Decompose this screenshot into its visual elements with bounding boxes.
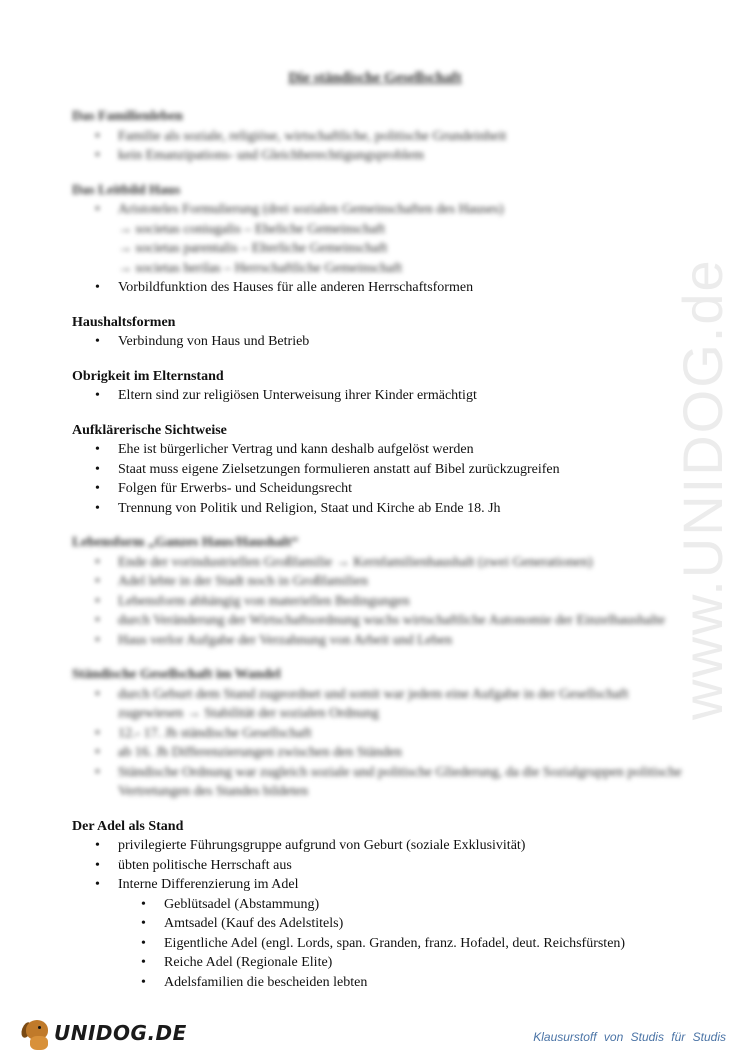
sub-bullet-list xyxy=(72,895,692,993)
bullet-list xyxy=(72,127,692,166)
section-familienleben xyxy=(72,107,692,166)
sub-list-item: • Amtsadel (Kauf des Adelstitels) xyxy=(164,914,692,934)
section-heading: Ständische Gesellschaft im Wandel xyxy=(72,667,281,682)
list-item: • übten politische Herrschaft aus xyxy=(118,856,692,876)
list-item: • Trennung von Politik und Religion, Staat und Kirche ab Ende 18. Jh xyxy=(118,499,692,519)
list-item: • Aristoteles Formulierung (drei sozialen Gemeinschaften des Hauses) xyxy=(118,200,692,220)
section-heading: Das Familienleben xyxy=(72,109,183,124)
document-body xyxy=(72,107,692,1007)
bullet-list xyxy=(72,553,692,651)
list-item: • 12.- 17. Jh ständische Gesellschaft xyxy=(118,724,692,744)
list-item: • Staat muss eigene Zielsetzungen formulieren anstatt auf Bibel zurückzugreifen xyxy=(118,460,692,480)
bullet-list xyxy=(72,386,692,406)
arrow-line: → societas parentalis – Elterliche Gemeinschaft xyxy=(118,241,388,256)
bullet-list xyxy=(72,836,692,895)
section-wandel xyxy=(72,665,692,802)
page-title: Die ständische Gesellschaft xyxy=(288,70,462,86)
section-heading: Haushaltsformen xyxy=(72,314,176,330)
unidog-logo[interactable] xyxy=(22,1014,187,1052)
list-item: • Familie als soziale, religiöse, wirtschaftliche, politische Grundeinheit xyxy=(118,127,692,147)
arrow-line: → societas herilas – Herrschaftliche Gemeinschaft xyxy=(118,260,403,276)
list-item: • Folgen für Erwerbs- und Scheidungsrecht xyxy=(118,479,692,499)
section-heading: Lebensform „Ganzes Haus/Haushalt“ xyxy=(72,535,299,550)
dog-mascot-icon xyxy=(22,1016,52,1050)
list-item: • durch Geburt dem Stand zugeordnet und somit war jedem eine Aufgabe in der Gesellschaft zugewiesen → Stabilität der sozialen Ordnung xyxy=(118,685,692,724)
list-item: • privilegierte Führungsgruppe aufgrund von Geburt (soziale Exklusivität) xyxy=(118,836,692,856)
section-haushaltsformen xyxy=(72,313,692,352)
list-item: • Vorbildfunktion des Hauses für alle anderen Herrschaftsformen xyxy=(118,278,692,298)
bullet-list xyxy=(72,440,692,518)
section-adel xyxy=(72,817,692,993)
sub-list-item: • Adelsfamilien die bescheiden lebten xyxy=(164,973,692,993)
list-item: • Verbindung von Haus und Betrieb xyxy=(118,332,692,352)
section-heading: Der Adel als Stand xyxy=(72,818,184,834)
section-heading: Das Leitbild Haus xyxy=(72,182,181,198)
list-item: • Eltern sind zur religiösen Unterweisung ihrer Kinder ermächtigt xyxy=(118,386,692,406)
bullet-list xyxy=(72,332,692,352)
bullet-list xyxy=(72,685,692,802)
footer-tagline: Klausurstoff von Studis für Studis xyxy=(533,1030,726,1044)
sub-list-item: • Reiche Adel (Regionale Elite) xyxy=(164,953,692,973)
section-lebensform xyxy=(72,533,692,650)
list-item: • ab 16. Jh Differenzierungen zwischen den Ständen xyxy=(118,743,692,763)
section-leitbild xyxy=(72,181,692,298)
section-aufklaerung xyxy=(72,421,692,519)
logo-text: UNIDOG.DE xyxy=(54,1021,187,1045)
bullet-list xyxy=(72,278,692,298)
list-item: • Interne Differenzierung im Adel xyxy=(118,875,692,895)
section-heading: Obrigkeit im Elternstand xyxy=(72,368,224,384)
sub-list-item: • Geblütsadel (Abstammung) xyxy=(164,895,692,915)
list-item: • Haus verlor Aufgabe der Verzahnung von Arbeit und Leben xyxy=(118,631,692,651)
list-item: • Ende der vorindustriellen Großfamilie → Kernfamilienhaushalt (zwei Generationen) xyxy=(118,553,692,573)
list-item: • Ehe ist bürgerlicher Vertrag und kann deshalb aufgelöst werden xyxy=(118,440,692,460)
section-obrigkeit xyxy=(72,367,692,406)
list-item: • durch Veränderung der Wirtschaftsordnung wuchs wirtschaftliche Autonomie der Einzelhaushalte xyxy=(118,611,692,631)
bullet-list xyxy=(72,200,692,220)
arrow-line: → societas coniugalis – Eheliche Gemeinschaft xyxy=(118,221,386,237)
list-item: • Ständische Ordnung war zugleich soziale und politische Gliederung, da die Sozialgruppen politische Vertretungen des Standes bildeten xyxy=(118,763,692,802)
sub-list-item: • Eigentliche Adel (engl. Lords, span. Granden, franz. Hofadel, deut. Reichsfürsten) xyxy=(164,934,692,954)
list-item: • Lebensform abhängig von materiellen Bedingungen xyxy=(118,592,692,612)
watermark-text: www.UNIDOG.de xyxy=(671,258,734,720)
arrow-sublines xyxy=(72,220,692,279)
list-item: • Adel lebte in der Stadt noch in Großfamilien xyxy=(118,572,692,592)
section-heading: Aufklärerische Sichtweise xyxy=(72,422,227,438)
list-item: • kein Emanzipations- und Gleichberechtigungsproblem xyxy=(118,146,692,166)
